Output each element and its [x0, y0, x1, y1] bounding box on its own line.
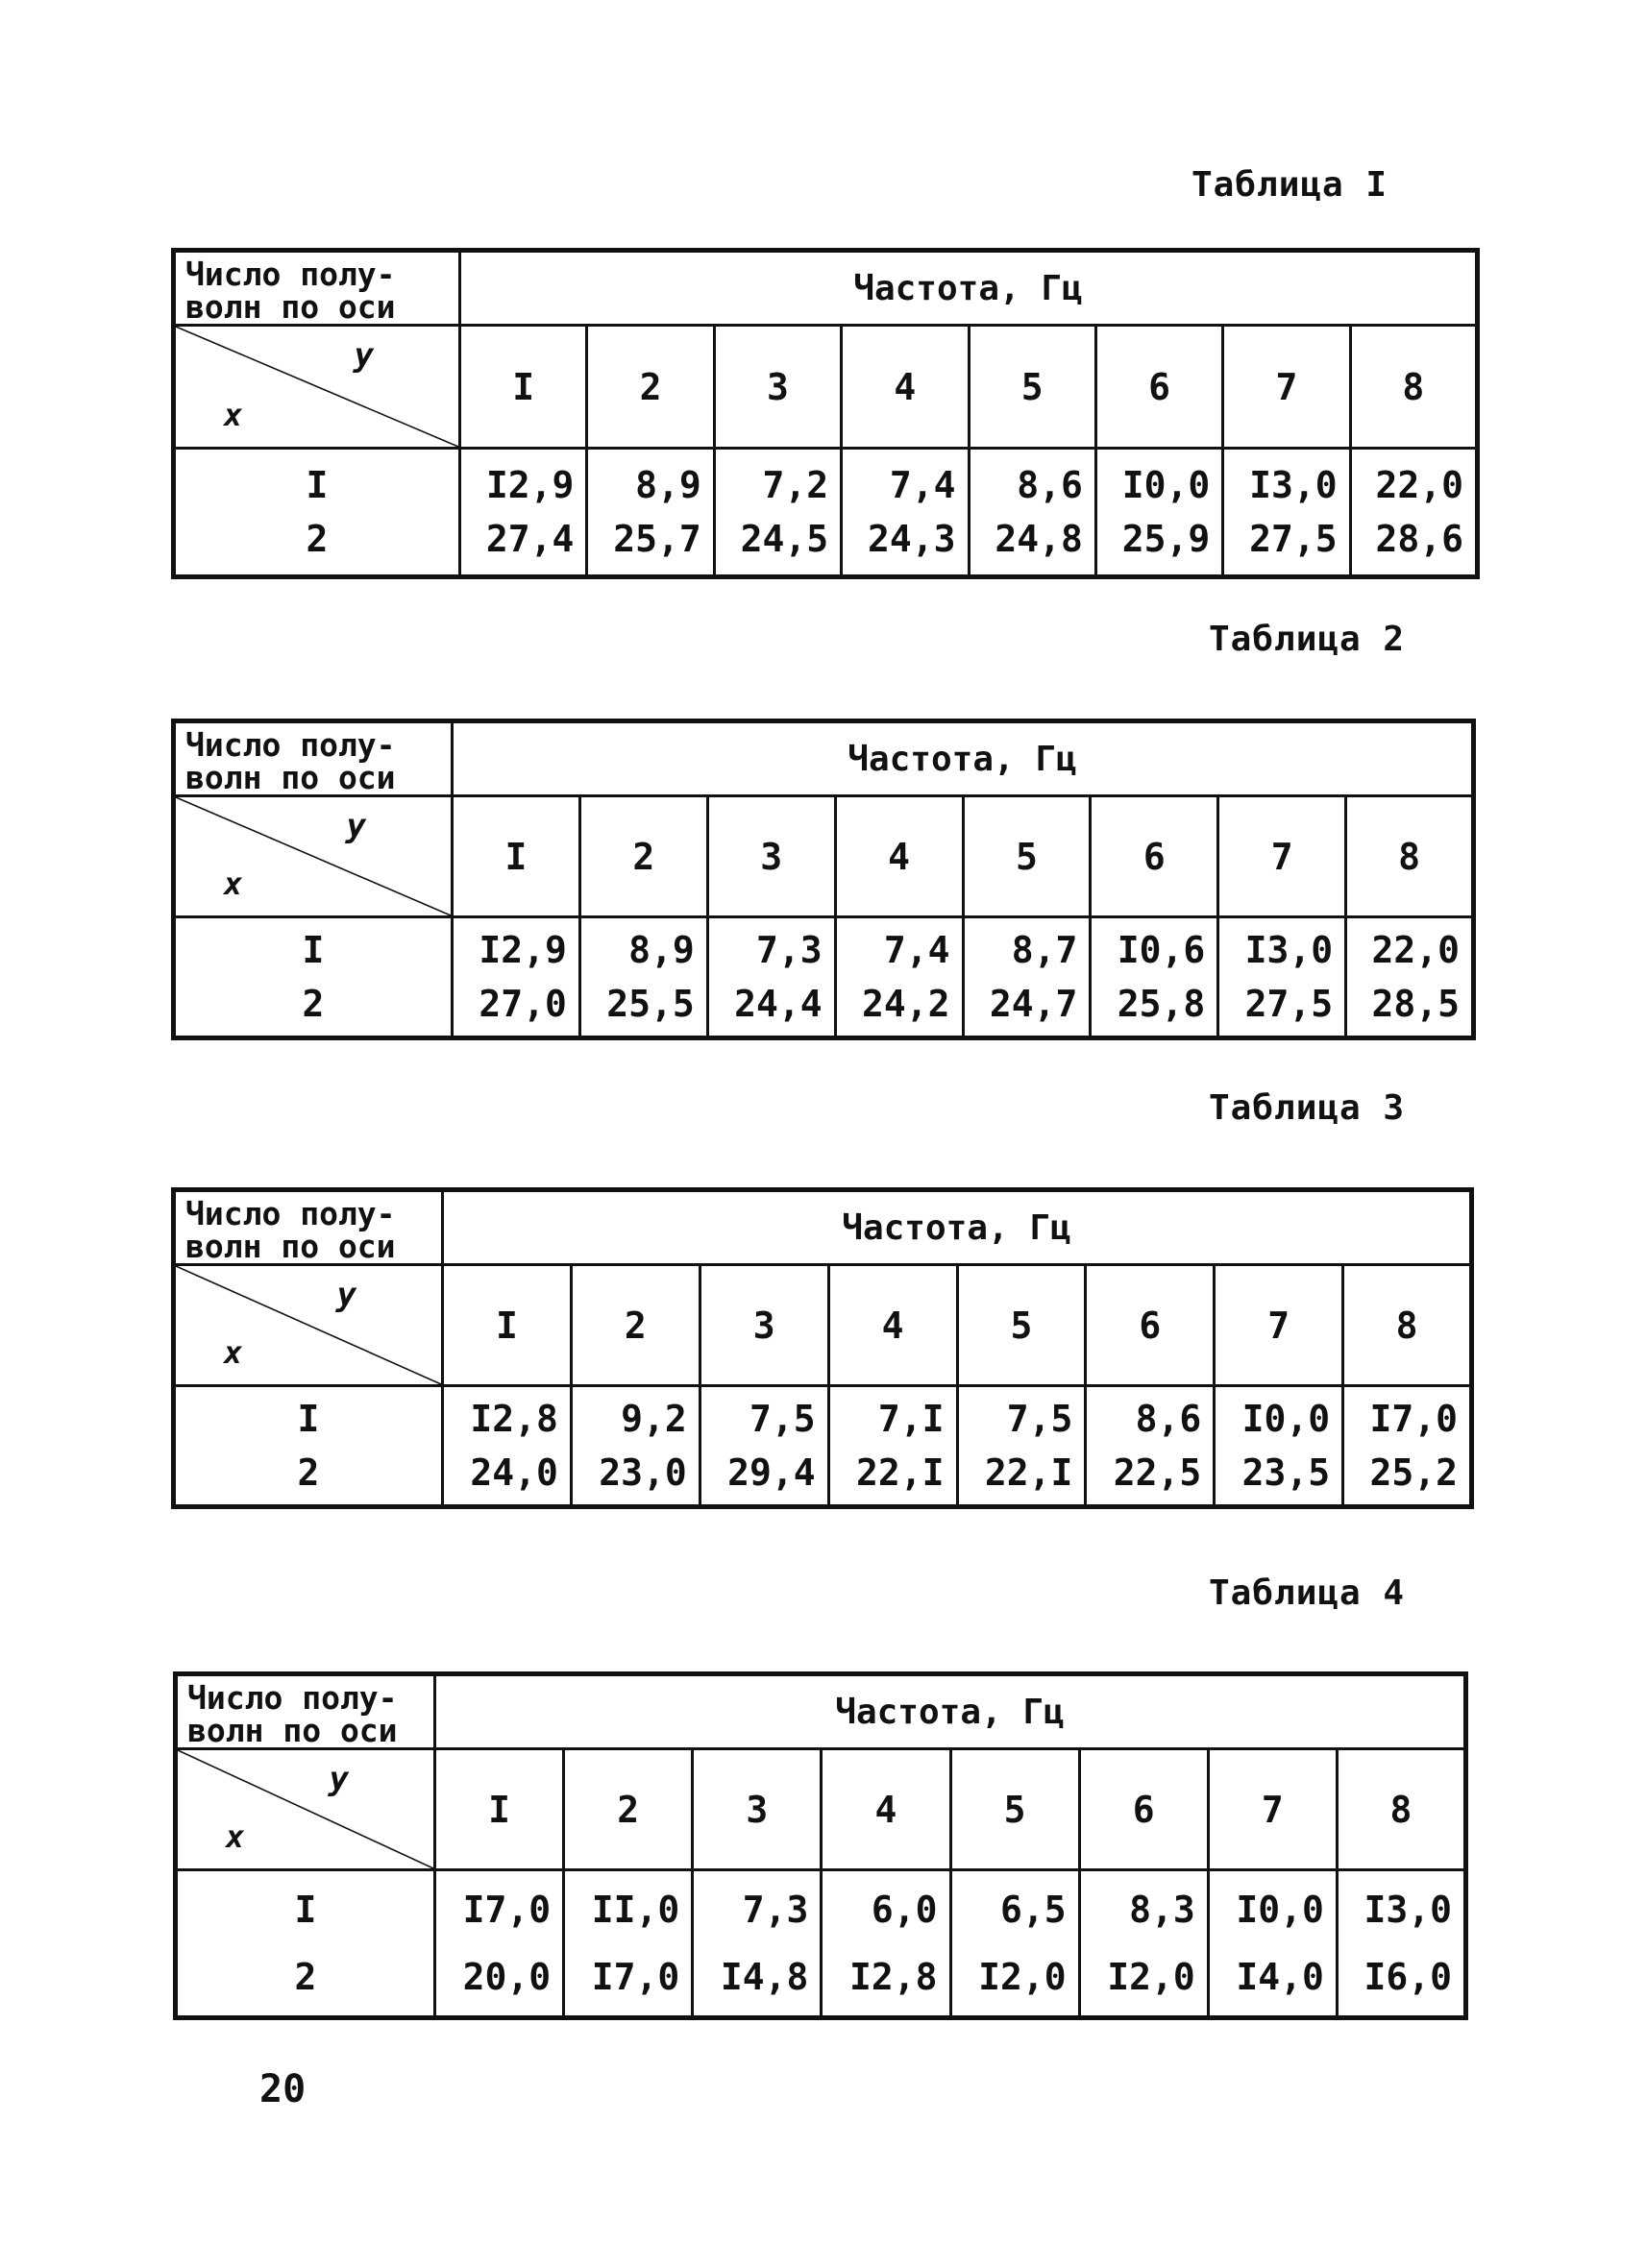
table-3-title: Таблица 3 [1209, 1088, 1406, 1128]
column-number: 2 [571, 1265, 700, 1386]
table-1 [171, 248, 1480, 579]
column-number: 6 [1086, 1265, 1215, 1386]
row-label: 2 [306, 518, 329, 560]
column-number: 7 [1215, 1265, 1343, 1386]
y-axis-label: y [346, 807, 366, 845]
half-waves-label: Число полу- волн по оси [176, 1674, 435, 1749]
column-number: 7 [1218, 796, 1346, 917]
column-number: I [443, 1265, 572, 1386]
column-number: 6 [1079, 1749, 1208, 1870]
column-number: 5 [969, 326, 1095, 449]
table-4 [173, 1671, 1468, 2020]
column-number: 7 [1208, 1749, 1337, 1870]
value-cell: 7,3 24,4 [707, 917, 835, 1038]
value-cell: 8,6 24,8 [969, 449, 1095, 577]
value-cell: I0,0 25,9 [1095, 449, 1222, 577]
y-axis-label: y [354, 336, 374, 375]
column-number: 5 [963, 796, 1091, 917]
half-waves-label: Число полу- волн по оси [174, 251, 460, 326]
value-cell: 8,9 25,7 [587, 449, 714, 577]
table-2 [171, 719, 1476, 1040]
axis-diagonal-cell [174, 326, 460, 449]
row-labels [174, 449, 460, 577]
value-cell: 22,0 28,5 [1346, 917, 1474, 1038]
value-cell: 7,2 24,5 [714, 449, 841, 577]
column-number: 4 [835, 796, 963, 917]
value-cell: 7,3 I4,8 [693, 1870, 822, 2018]
table-4-title: Таблица 4 [1209, 1573, 1406, 1613]
column-number: 3 [700, 1265, 828, 1386]
value-cell: 6,5 I2,0 [950, 1870, 1079, 2018]
value-cell: 8,3 I2,0 [1079, 1870, 1208, 2018]
value-cell: I3,0 I6,0 [1337, 1870, 1465, 2018]
y-axis-label: y [329, 1760, 349, 1798]
column-number: 3 [707, 796, 835, 917]
axis-diagonal-cell [176, 1749, 435, 1870]
value-cell: I0,6 25,8 [1091, 917, 1218, 1038]
row-label: I [294, 1889, 317, 1931]
column-number: 2 [587, 326, 714, 449]
column-number: 8 [1346, 796, 1474, 917]
value-cell: I0,0 I4,0 [1208, 1870, 1337, 2018]
value-cell: 8,6 22,5 [1086, 1386, 1215, 1507]
row-labels [174, 1386, 443, 1507]
x-axis-label: x [224, 866, 243, 902]
column-number: 8 [1337, 1749, 1465, 1870]
row-labels [176, 1870, 435, 2018]
column-number: 4 [842, 326, 969, 449]
column-number: 2 [579, 796, 707, 917]
value-cell: 9,2 23,0 [571, 1386, 700, 1507]
table-3 [171, 1187, 1474, 1509]
column-number: 4 [822, 1749, 950, 1870]
row-label: 2 [302, 983, 325, 1025]
column-number: I [435, 1749, 564, 1870]
value-cell: 8,7 24,7 [963, 917, 1091, 1038]
column-number: 3 [714, 326, 841, 449]
value-cell: 7,5 29,4 [700, 1386, 828, 1507]
axis-diagonal-cell [174, 1265, 443, 1386]
half-waves-label: Число полу- волн по оси [174, 721, 453, 796]
column-number: 5 [950, 1749, 1079, 1870]
value-cell: I2,8 24,0 [443, 1386, 572, 1507]
value-cell: 7,I 22,I [828, 1386, 957, 1507]
table-2-title: Таблица 2 [1209, 620, 1406, 659]
frequency-header: Частота, Гц [460, 251, 1478, 326]
row-label: I [297, 1398, 320, 1440]
x-axis-label: x [226, 1818, 245, 1855]
column-number: 3 [693, 1749, 822, 1870]
row-label: I [306, 464, 329, 506]
frequency-header: Частота, Гц [435, 1674, 1466, 1749]
column-number: I [453, 796, 580, 917]
row-label: 2 [297, 1451, 320, 1494]
value-cell: 7,4 24,3 [842, 449, 969, 577]
value-cell: 22,0 28,6 [1350, 449, 1477, 577]
page-number: 20 [259, 2067, 307, 2111]
value-cell: I7,0 25,2 [1343, 1386, 1472, 1507]
value-cell: I3,0 27,5 [1223, 449, 1350, 577]
column-number: 6 [1091, 796, 1218, 917]
column-number: 6 [1095, 326, 1222, 449]
value-cell: I2,9 27,0 [453, 917, 580, 1038]
y-axis-label: y [336, 1276, 356, 1314]
column-number: 7 [1223, 326, 1350, 449]
row-labels [174, 917, 453, 1038]
frequency-header: Частота, Гц [443, 1190, 1472, 1265]
frequency-header: Частота, Гц [453, 721, 1474, 796]
value-cell: II,0 I7,0 [564, 1870, 693, 2018]
column-number: 8 [1343, 1265, 1472, 1386]
half-waves-label: Число полу- волн по оси [174, 1190, 443, 1265]
column-number: 4 [828, 1265, 957, 1386]
column-number: 5 [957, 1265, 1086, 1386]
value-cell: I7,0 20,0 [435, 1870, 564, 2018]
value-cell: I0,0 23,5 [1215, 1386, 1343, 1507]
value-cell: 7,4 24,2 [835, 917, 963, 1038]
row-label: I [302, 929, 325, 971]
value-cell: 8,9 25,5 [579, 917, 707, 1038]
column-number: 2 [564, 1749, 693, 1870]
row-label: 2 [294, 1956, 317, 1998]
x-axis-label: x [224, 397, 243, 433]
value-cell: I2,9 27,4 [460, 449, 587, 577]
column-number: I [460, 326, 587, 449]
value-cell: 6,0 I2,8 [822, 1870, 950, 2018]
axis-diagonal-cell [174, 796, 453, 917]
value-cell: 7,5 22,I [957, 1386, 1086, 1507]
table-1-title: Таблица I [1192, 165, 1388, 205]
x-axis-label: x [224, 1334, 243, 1371]
column-number: 8 [1350, 326, 1477, 449]
value-cell: I3,0 27,5 [1218, 917, 1346, 1038]
